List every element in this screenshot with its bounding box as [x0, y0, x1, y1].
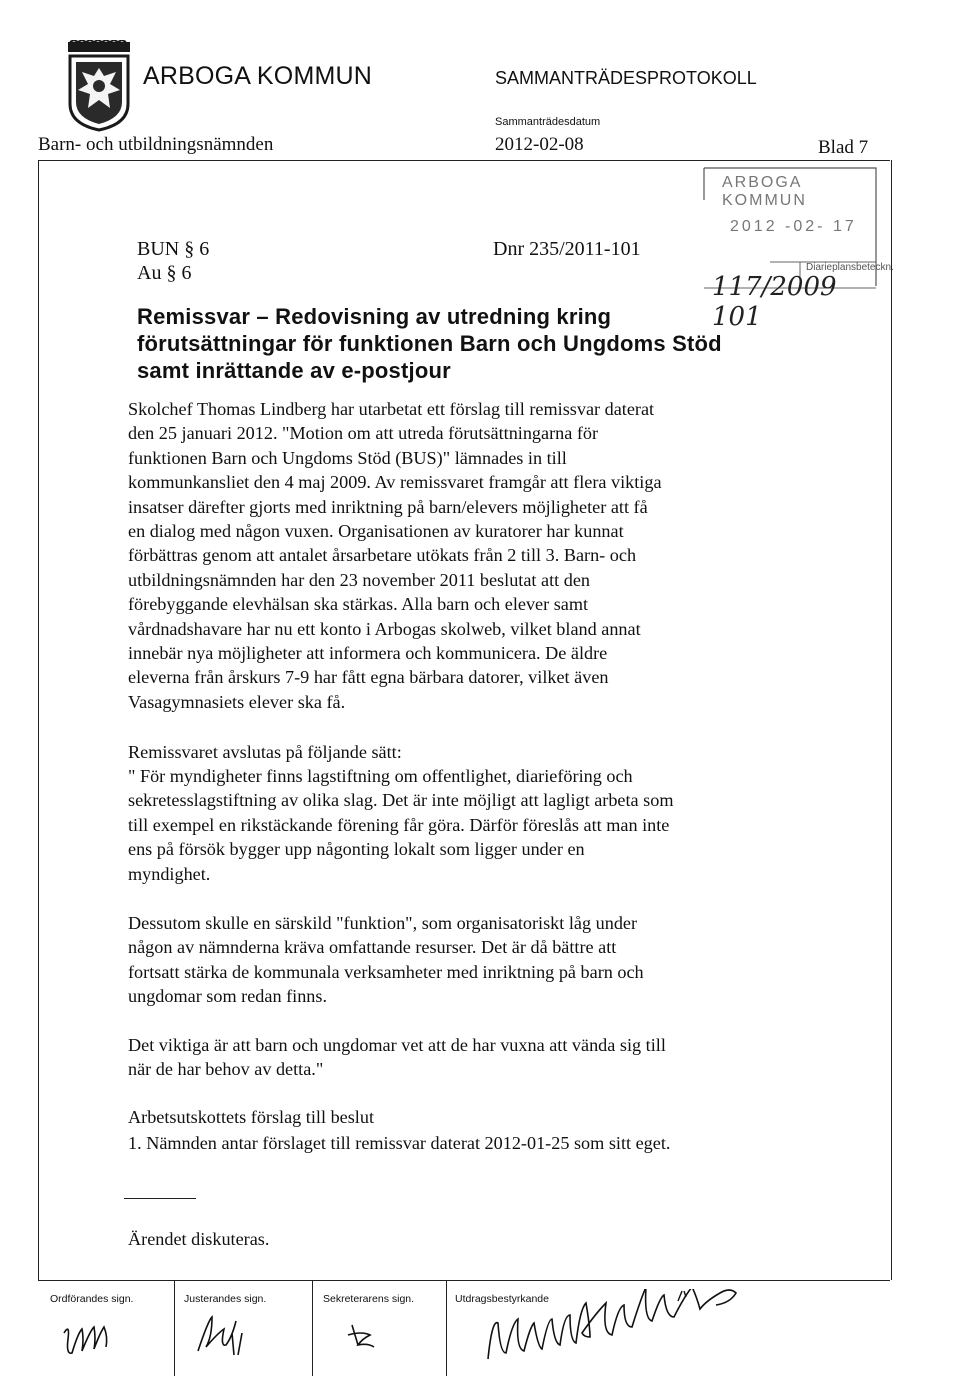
- text-line: Skolchef Thomas Lindberg har utarbetat ett förslag till remissvar daterat: [128, 399, 655, 419]
- page-number: Blad 7: [818, 137, 869, 158]
- stamp-organization: ARBOGA KOMMUN: [722, 174, 807, 209]
- background-paragraph: [128, 397, 868, 714]
- text-line: förbättras genom att antalet årsarbetare utökats från 2 till 3. Barn- och: [128, 545, 637, 566]
- text-line: funktionen Barn och Ungdoms Stöd (BUS)" lämnades in till: [128, 447, 567, 468]
- stamp-received-date: 2012 -02- 17: [730, 218, 857, 235]
- municipal-crest-logo: [66, 40, 132, 132]
- received-stamp: [700, 166, 894, 332]
- title-line: Remissvar – Redovisning av utredning kring: [137, 304, 612, 329]
- proposal-heading: Arbetsutskottets förslag till beslut: [128, 1107, 375, 1127]
- title-line: samt inrättande av e-postjour: [137, 358, 451, 383]
- quoted-paragraph: [128, 1033, 868, 1082]
- bun-paragraph-ref: BUN § 6: [137, 238, 210, 260]
- quote-intro: Remissvaret avslutas på följande sätt:: [128, 742, 402, 762]
- secretary-signature: [338, 1317, 418, 1357]
- signature-table: [38, 1280, 890, 1376]
- au-paragraph-ref: Au § 6: [137, 262, 192, 284]
- organization-name: ARBOGA KOMMUN: [143, 62, 373, 90]
- proposal-item: 1. Nämnden antar förslaget till remissvar daterat 2012-01-25 som sitt eget.: [128, 1133, 671, 1153]
- text-line: kommunkansliet den 4 maj 2009. Av remissvaret framgår att flera viktiga: [128, 472, 662, 493]
- meeting-date: 2012-02-08: [495, 134, 584, 155]
- text-line: när de har behov av detta.": [128, 1059, 324, 1080]
- item-title: [137, 303, 777, 384]
- text-line: " För myndigheter finns lagstiftning om offentlighet, diarieföring och: [128, 766, 633, 786]
- text-line: myndighet.: [128, 863, 211, 884]
- title-line: förutsättningar för funktionen Barn och Ungdoms Stöd: [137, 331, 722, 356]
- text-line: förebyggande elevhälsan ska stärkas. Alla barn och elever samt: [128, 594, 589, 615]
- text-line: ens på försök bygger upp någonting lokalt som ligger under en: [128, 839, 585, 860]
- extract-certification-label: Utdragsbestyrkande: [455, 1293, 549, 1305]
- quoted-paragraph: [128, 764, 868, 886]
- column-divider: [446, 1281, 447, 1376]
- adjuster-signature-label: Justerandes sign.: [184, 1293, 267, 1305]
- text-line: någon av nämnderna kräva omfattande resurser. Det är då bättre att: [128, 937, 617, 958]
- extract-signature: [478, 1289, 858, 1374]
- text-line: eleverna från årskurs 7-9 har fått egna bärbara datorer, vilket även: [128, 667, 609, 688]
- text-line: insatser därefter gjorts med inriktning på barn/elevers möjligheter att få: [128, 496, 648, 517]
- meeting-date-label: Sammanträdesdatum: [495, 116, 601, 128]
- chair-signature: [58, 1311, 158, 1361]
- text-line: utbildningsnämnden har den 23 november 2011 beslutat att den: [128, 569, 590, 590]
- stamp-diarienummer: 117/2009 101: [712, 272, 837, 332]
- text-line: till exempel en rikstäckande förening får göra. Därför föreslås att man inte: [128, 814, 670, 835]
- text-line: en dialog med någon vuxen. Organisationen av kuratorer har kunnat: [128, 521, 624, 542]
- chair-signature-label: Ordförandes sign.: [50, 1293, 134, 1305]
- document-type: SAMMANTRÄDESPROTOKOLL: [495, 68, 757, 88]
- text-line: den 25 januari 2012. "Motion om att utreda förutsättningarna för: [128, 423, 599, 444]
- secretary-signature-label: Sekreterarens sign.: [323, 1293, 415, 1305]
- column-divider: [312, 1281, 313, 1376]
- diary-number: Dnr 235/2011-101: [493, 238, 641, 260]
- text-line: innebär nya möjligheter att informera och kommunicera. De äldre: [128, 643, 608, 664]
- adjuster-signature: [188, 1311, 288, 1361]
- section-divider: [124, 1198, 196, 1199]
- text-line: Dessutom skulle en särskild "funktion", som organisatoriskt låg under: [128, 913, 638, 933]
- discussion-note: Ärendet diskuteras.: [128, 1229, 270, 1249]
- text-line: ungdomar som redan finns.: [128, 986, 328, 1007]
- committee-name: Barn- och utbildningsnämnden: [38, 134, 274, 155]
- text-line: vårdnadshavare har nu ett konto i Arbogas skolweb, vilket bland annat: [128, 618, 641, 639]
- quoted-paragraph: [128, 911, 868, 1009]
- text-line: Det viktiga är att barn och ungdomar vet att de har vuxna att vända sig till: [128, 1035, 666, 1055]
- column-divider: [174, 1281, 175, 1376]
- text-line: Vasagymnasiets elever ska få.: [128, 691, 346, 712]
- text-line: fortsatt stärka de kommunala verksamheter med inriktning på barn och: [128, 961, 644, 982]
- text-line: sekretesslagstiftning av olika slag. Det är inte möjligt att lagligt arbeta som: [128, 790, 674, 811]
- stamp-label: Diarieplansbeteckn.: [806, 262, 894, 273]
